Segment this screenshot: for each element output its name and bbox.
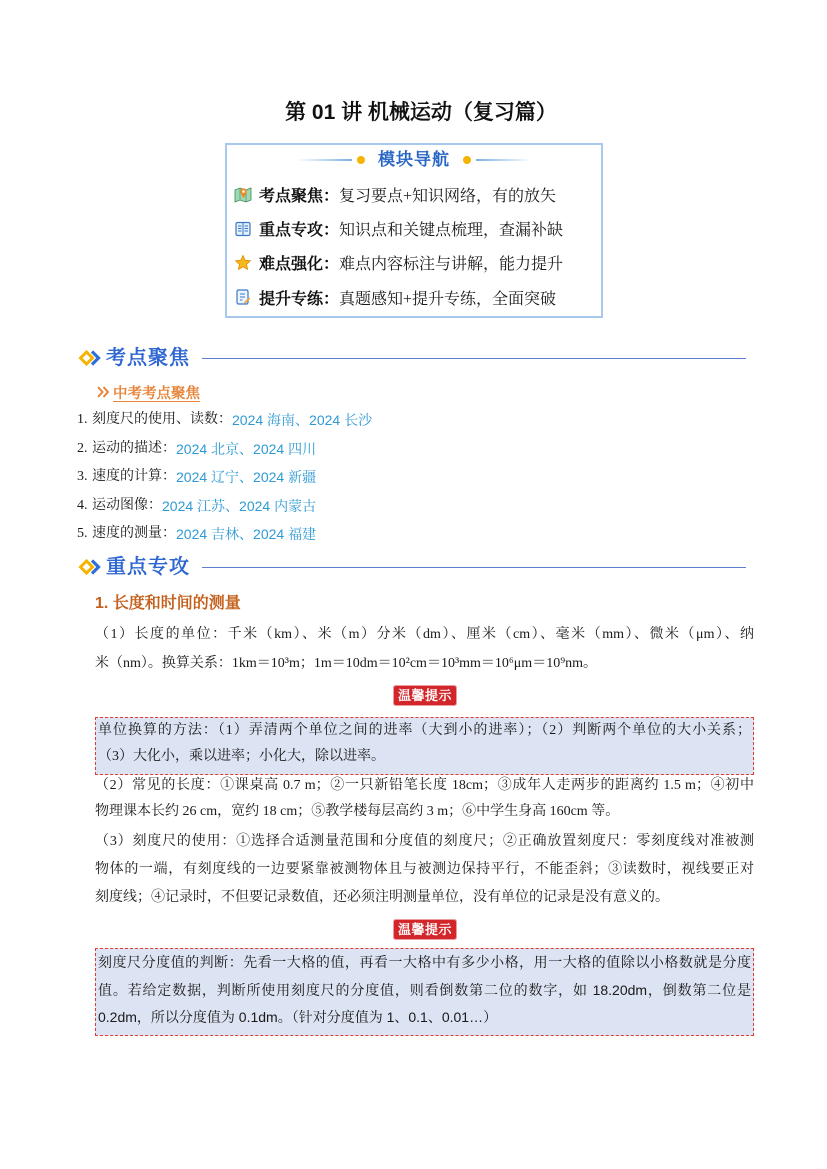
paragraph-common-lengths <box>95 773 754 825</box>
list-item-number: 5. <box>77 526 88 541</box>
paragraph-line: 物体的一端，有刻度线的一边要紧靠被测物体且与被测边保持平行，不能歪斜；③读数时，视线要正对 <box>95 862 754 877</box>
list-item-topic: 速度的计算： <box>92 469 176 484</box>
list-item-sources: 2024 海南、2024 长沙 <box>232 412 373 428</box>
star-icon <box>234 254 252 272</box>
page-title: 第 01 讲 机械运动（复习篇） <box>285 101 557 124</box>
tip-badge: 温馨提示 <box>393 685 457 706</box>
exam-focus-list <box>77 406 372 549</box>
list-item <box>77 520 372 549</box>
subheader-title: 中考考点聚焦 <box>113 385 200 402</box>
list-item-topic: 运动图像： <box>92 497 162 513</box>
tip-line: 值。若给定数据，判断所使用刻度尺的分度值，则看倒数第二位的数字，如 18.20dm，倒数第二位是 <box>98 981 751 998</box>
topic-heading: 1. 长度和时间的测量 <box>95 595 241 612</box>
nav-deco-dot-left <box>357 156 365 164</box>
paragraph-line: 米（nm）。换算关系：1km＝10³m；1m＝10dm＝10²cm＝10³mm＝10⁶μm＝10⁹nm。 <box>95 656 597 671</box>
nav-item-difficult <box>234 246 563 280</box>
tip-line: 刻度尺分度值的判断：先看一大格的值，再看一大格中有多少小格，用一大格的值除以小格数就是分度 <box>98 954 751 970</box>
tip-box-scale-division <box>95 948 754 1036</box>
nav-item-label: 难点强化： <box>259 256 340 274</box>
list-item-topic: 运动的描述： <box>92 440 176 456</box>
list-item-sources: 2024 吉林、2024 福建 <box>176 526 317 542</box>
subheader-exam-focus <box>97 381 200 403</box>
section-header-key <box>78 555 746 579</box>
paragraph-line: 物理课本长约 26 cm，宽约 18 cm；⑤教学楼每层高约 3 m；⑥中学生身高 160cm 等。 <box>95 804 620 819</box>
nav-header <box>227 149 601 171</box>
list-item-number: 3. <box>77 469 88 484</box>
section-title: 考点聚焦 <box>106 347 190 369</box>
tip-box-unit-conversion <box>95 717 754 775</box>
list-item-number: 1. <box>77 412 88 427</box>
paragraph-line: （1）长度的单位：千米（km）、米（m）分米（dm）、厘米（cm）、毫米（mm）、微米（μm）、纳 <box>95 627 754 642</box>
nav-item-desc: 难点内容标注与讲解，能力提升 <box>339 256 564 274</box>
book-icon <box>234 220 252 238</box>
nav-item-desc: 复习要点+知识网络，有的放矢 <box>339 187 557 205</box>
nav-item-label: 提升专练： <box>259 290 340 308</box>
section-divider <box>202 358 746 359</box>
list-item-topic: 速度的测量： <box>92 526 176 541</box>
paragraph-line: （2）常见的长度：①课桌高 0.7 m；②一只新铅笔长度 18cm；③成年人走两步的距离约 1.5 m；④初中 <box>95 778 754 793</box>
module-navigation-box <box>225 143 603 318</box>
nav-item-list <box>234 177 563 315</box>
paragraph-line: （3）刻度尺的使用：①选择合适测量范围和分度值的刻度尺；②正确放置刻度尺：零刻度线对准被测 <box>95 834 754 849</box>
nav-item-practice <box>234 280 563 314</box>
section-divider <box>202 567 746 568</box>
nav-item-label: 重点专攻： <box>259 222 340 240</box>
nav-title: 模块导航 <box>378 150 450 169</box>
tip-line: 单位换算的方法：（1）弄清两个单位之间的进率（大到小的进率）；（2）判断两个单位的大小关系； <box>98 723 751 738</box>
section-header-focus <box>78 346 746 370</box>
nav-item-focus <box>234 177 563 211</box>
map-pin-icon <box>234 185 252 203</box>
list-item-sources: 2024 江苏、2024 内蒙古 <box>162 497 317 514</box>
paragraph-line: 刻度线；④记录时，不但要记录数值，还必须注明测量单位，没有单位的记录是没有意义的。 <box>95 890 669 905</box>
list-item-sources: 2024 辽宁、2024 新疆 <box>176 469 317 485</box>
list-item <box>77 435 372 464</box>
list-item <box>77 463 372 492</box>
section-title: 重点专攻 <box>106 556 190 578</box>
double-chevron-right-icon <box>97 386 110 398</box>
tip-badge: 温馨提示 <box>393 919 457 940</box>
list-item-number: 2. <box>77 440 88 456</box>
nav-deco-line-right <box>476 159 532 161</box>
list-item <box>77 492 372 521</box>
nav-deco-dot-right <box>463 156 471 164</box>
list-item-topic: 刻度尺的使用、读数： <box>92 412 232 427</box>
nav-deco-line-left <box>296 159 352 161</box>
nav-item-desc: 知识点和关键点梳理，查漏补缺 <box>339 222 564 240</box>
paragraph-ruler-usage <box>95 828 754 912</box>
nav-item-key <box>234 211 563 245</box>
list-item-number: 4. <box>77 497 88 513</box>
double-chevron-icon <box>78 556 104 578</box>
list-item <box>77 406 372 435</box>
clipboard-icon <box>234 288 252 306</box>
list-item-sources: 2024 北京、2024 四川 <box>176 440 317 457</box>
paragraph-length-units <box>95 620 754 678</box>
double-chevron-icon <box>78 347 104 369</box>
nav-item-label: 考点聚焦： <box>259 187 340 205</box>
tip-line: （3）大化小，乘以进率；小化大，除以进率。 <box>98 749 385 764</box>
nav-item-desc: 真题感知+提升专练，全面突破 <box>339 290 557 308</box>
tip-line: 0.2dm，所以分度值为 0.1dm。（针对分度值为 1、0.1、0.01…） <box>98 1009 498 1025</box>
